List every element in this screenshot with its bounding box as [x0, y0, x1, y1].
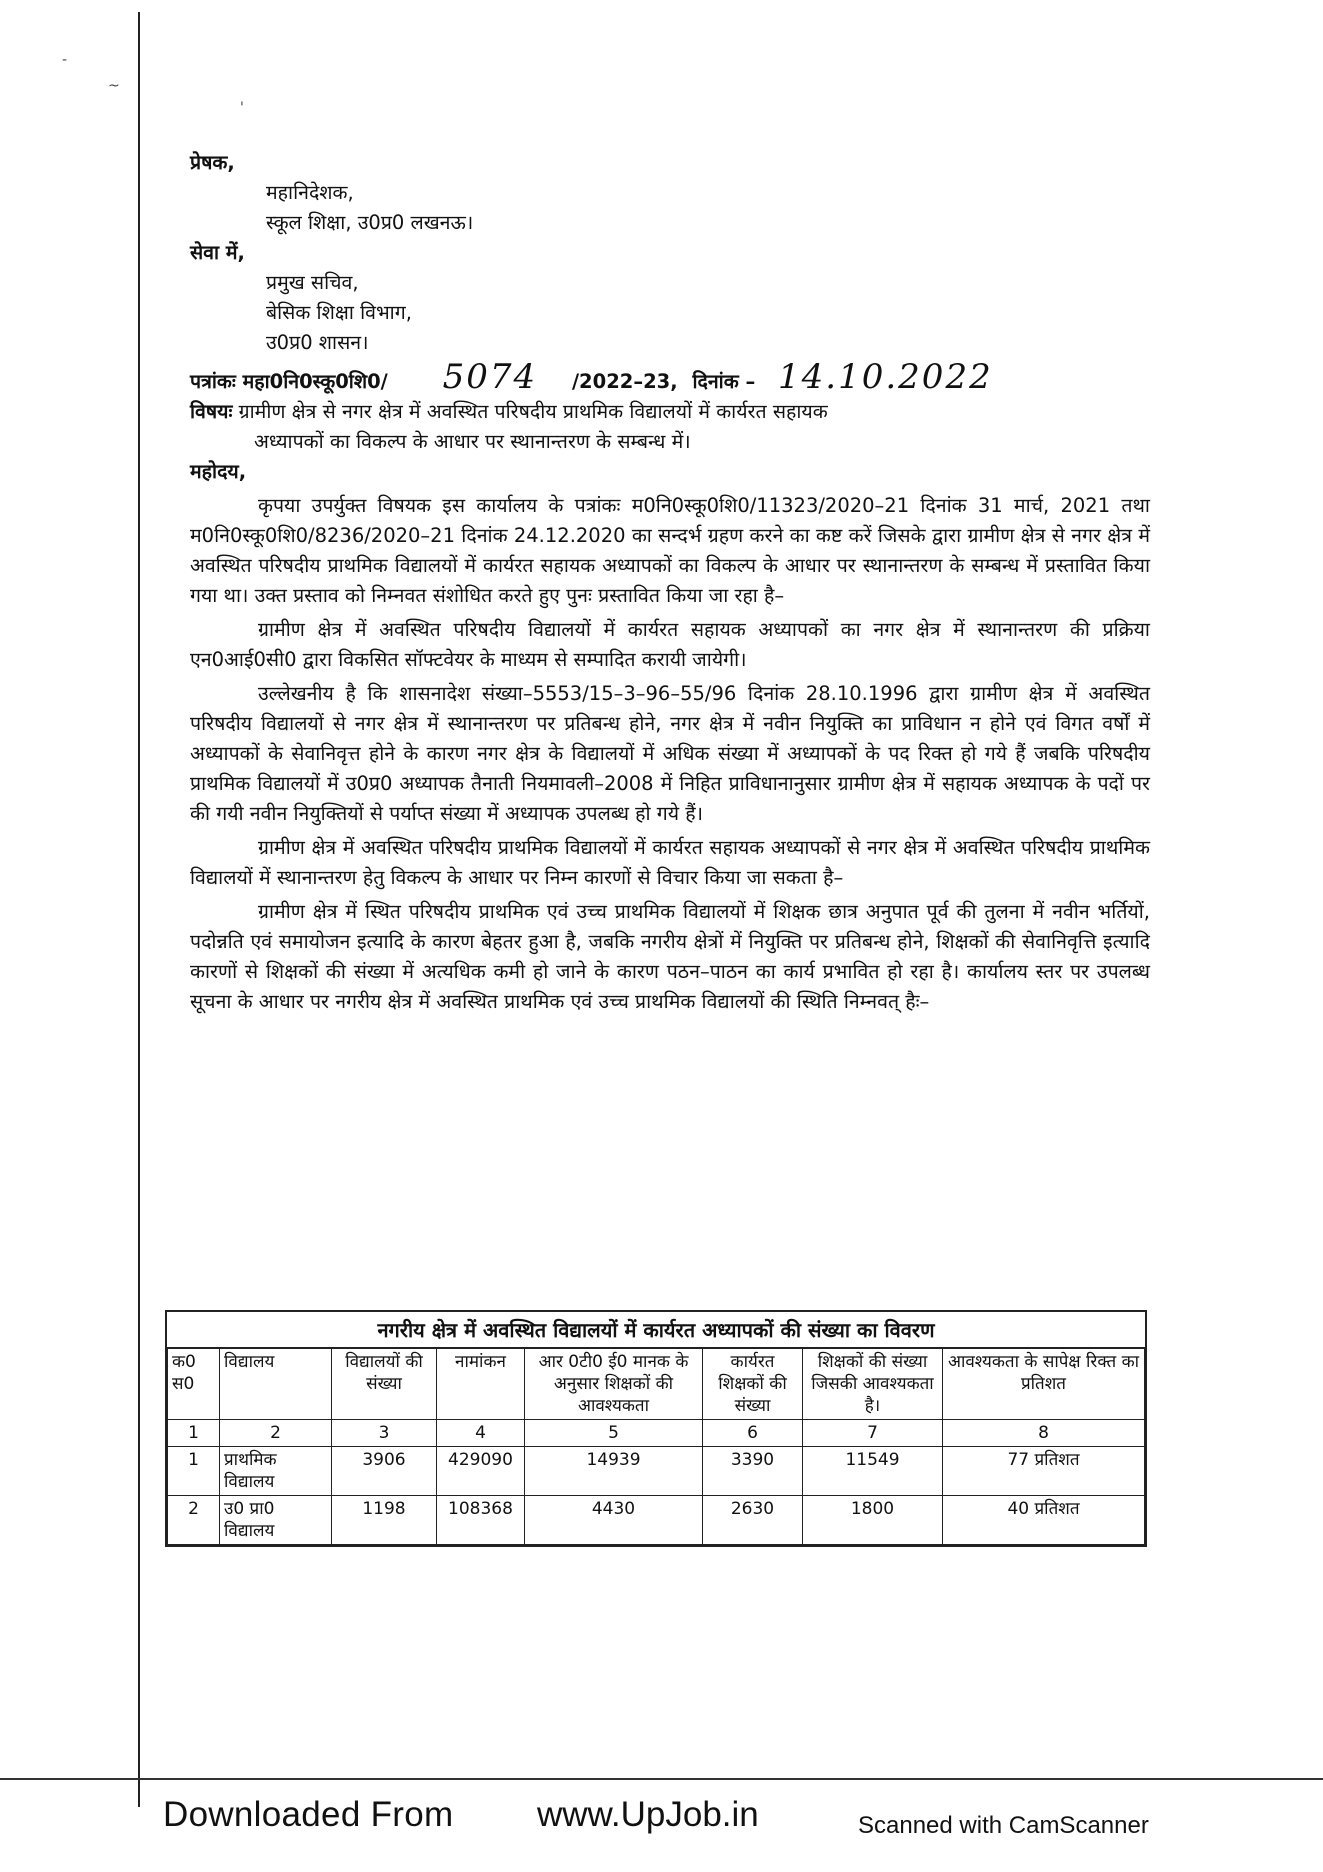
recipient-label: सेवा में, — [190, 241, 245, 264]
margin-line — [138, 12, 140, 1807]
table-title: नगरीय क्षेत्र में अवस्थित विद्यालयों में कार्यरत अध्यापकों की संख्या का विवरण — [167, 1312, 1145, 1348]
footer-scanner-text: Scanned with CamScanner — [858, 1812, 1149, 1839]
table-header-cell: विद्यालय — [220, 1349, 332, 1420]
table-cell: 2630 — [703, 1496, 803, 1545]
table-cell: 1800 — [803, 1496, 943, 1545]
table-header-row — [168, 1349, 1145, 1420]
footer-url-link[interactable]: www.UpJob.in — [537, 1795, 759, 1834]
data-table — [167, 1348, 1145, 1545]
scan-mark: - — [62, 52, 68, 68]
recipient-department: बेसिक शिक्षा विभाग, — [266, 301, 412, 324]
scan-mark: ' — [240, 100, 244, 116]
table-column-number-row — [168, 1420, 1145, 1447]
subject-line1: ग्रामीण क्षेत्र से नगर क्षेत्र में अवस्थित परिषदीय प्राथमिक विद्यालयों में कार्यरत सहायक — [238, 400, 828, 423]
recipient-office: उ0प्र0 शासन। — [266, 331, 369, 354]
table-cell: 429090 — [437, 1447, 525, 1496]
table-cell: 3390 — [703, 1447, 803, 1496]
table-column-number: 3 — [332, 1420, 437, 1447]
paragraph: कृपया उपर्युक्त विषयक इस कार्यालय के पत्रांकः म0नि0स्कू0शि0/11323/2020–21 दिनांक 31 मार्च, 2021 तथा म0नि0स्कू0शि0/8236/2020–21 दिनांक 24.12.2020 का सन्दर्भ ग्रहण करने का कष्ट करें जिसके द्वारा ग्रामीण क्षेत्र से नगर क्षेत्र में अवस्थित परिषदीय प्राथमिक विद्यालयों में कार्यरत सहायक अध्यापकों का विकल्प के आधार पर स्थानान्तरण के सम्बन्ध में प्रस्तावित किया गया था। उक्त प्रस्ताव को निम्नवत संशोधित करते हुए पुनः प्रस्तावित किया जा रहा है– — [190, 494, 1150, 607]
paragraph: ग्रामीण क्षेत्र में अवस्थित परिषदीय प्राथमिक विद्यालयों में कार्यरत सहायक अध्यापकों से नगर क्षेत्र में अवस्थित परिषदीय प्राथमिक विद्यालयों में स्थानान्तरण हेतु विकल्प के आधार पर निम्न कारणों से विचार किया जा सकता है– — [190, 836, 1150, 889]
table-header-cell: क0 स0 — [168, 1349, 220, 1420]
table-column-number: 2 — [220, 1420, 332, 1447]
table-header-cell: आवश्यकता के सापेक्ष रिक्त का प्रतिशत — [943, 1349, 1145, 1420]
table-cell: 14939 — [525, 1447, 703, 1496]
sender-label: प्रेषक, — [190, 151, 235, 174]
table-cell: 1 — [168, 1447, 220, 1496]
subject — [190, 397, 1150, 457]
reference-year: /2022–23, — [571, 370, 678, 393]
table-cell: 2 — [168, 1496, 220, 1545]
table-row — [168, 1496, 1145, 1545]
table-header-cell: कार्यरत शिक्षकों की संख्या — [703, 1349, 803, 1420]
table-column-number: 5 — [525, 1420, 703, 1447]
table-cell: 1198 — [332, 1496, 437, 1545]
paragraph: ग्रामीण क्षेत्र में स्थित परिषदीय प्राथमिक एवं उच्च प्राथमिक विद्यालयों में शिक्षक छात्र अनुपात पूर्व की तुलना में नवीन भर्तियों, पदोन्नति एवं समायोजन इत्यादि के कारण बेहतर हुआ है, जबकि नगरीय क्षेत्रों में नियुक्ति पर प्रतिबन्ध होने, शिक्षकों की सेवानिवृत्ति इत्यादि कारणों से शिक्षकों की संख्या में अत्यधिक कमी हो जाने के कारण पठन–पाठन का कार्य प्रभावित हो रहा है। कार्यालय स्तर पर उपलब्ध सूचना के आधार पर नगरीय क्षेत्र में अवस्थित प्राथमिक एवं उच्च प्राथमिक विद्यालयों की स्थिति निम्नवत् हैः– — [190, 900, 1150, 1013]
recipient-designation: प्रमुख सचिव, — [266, 271, 359, 294]
sender-designation: महानिदेशक, — [266, 181, 354, 204]
paragraph: ग्रामीण क्षेत्र में अवस्थित परिषदीय विद्यालयों में कार्यरत सहायक अध्यापकों का नगर क्षेत्र में स्थानान्तरण की प्रक्रिया एन0आई0सी0 द्वारा विकसित सॉफ्टवेयर के माध्यम से सम्पादित करायी जायेगी। — [190, 618, 1150, 671]
table-cell: 40 प्रतिशत — [943, 1496, 1145, 1545]
reference-date-handwritten: 14.10.2022 — [778, 357, 993, 397]
salutation: महोदय, — [190, 460, 247, 483]
scan-mark: ~ — [108, 78, 120, 94]
table-column-number: 6 — [703, 1420, 803, 1447]
table-header-cell: आर 0टी0 ई0 मानक के अनुसार शिक्षकों की आवश्यकता — [525, 1349, 703, 1420]
table-cell: 77 प्रतिशत — [943, 1447, 1145, 1496]
sender-office: स्कूल शिक्षा, उ0प्र0 लखनऊ। — [266, 211, 474, 234]
table-header-cell: विद्यालयों की संख्या — [332, 1349, 437, 1420]
table-cell: प्राथमिक विद्यालय — [220, 1447, 332, 1496]
table-cell: उ0 प्रा0 विद्यालय — [220, 1496, 332, 1545]
table-cell: 11549 — [803, 1447, 943, 1496]
reference-date-label: दिनांक – — [692, 370, 756, 393]
reference-line — [190, 357, 1150, 397]
table-column-number: 4 — [437, 1420, 525, 1447]
footer-divider — [0, 1778, 1323, 1780]
table-row — [168, 1447, 1145, 1496]
teachers-table — [165, 1310, 1147, 1547]
table-cell: 3906 — [332, 1447, 437, 1496]
reference-number-handwritten: 5074 — [442, 357, 538, 397]
letter-body — [190, 148, 1150, 1017]
table-column-number: 8 — [943, 1420, 1145, 1447]
table-cell: 108368 — [437, 1496, 525, 1545]
subject-line2: अध्यापकों का विकल्प के आधार पर स्थानान्तरण के सम्बन्ध में। — [254, 430, 691, 453]
table-header-cell: नामांकन — [437, 1349, 525, 1420]
table-cell: 4430 — [525, 1496, 703, 1545]
table-header-cell: शिक्षकों की संख्या जिसकी आवश्यकता है। — [803, 1349, 943, 1420]
reference-label: पत्रांकः महा0नि0स्कू0शि0/ — [190, 370, 388, 393]
paragraph: उल्लेखनीय है कि शासनादेश संख्या–5553/15–3–96–55/96 दिनांक 28.10.1996 द्वारा ग्रामीण क्षेत्र में अवस्थित परिषदीय विद्यालयों से नगर क्षेत्र में स्थानान्तरण पर प्रतिबन्ध होने, नगर क्षेत्र में नवीन नियुक्ति का प्राविधान न होने एवं विगत वर्षों में अध्यापकों के सेवानिवृत्त होने के कारण नगर क्षेत्र के विद्यालयों में अधिक संख्या में अध्यापकों के पद रिक्त हो गये हैं जबकि परिषदीय प्राथमिक विद्यालयों में उ0प्र0 अध्यापक तैनाती नियमावली–2008 में निहित प्राविधानानुसार ग्रामीण क्षेत्र में सहायक अध्यापक के पदों पर की गयी नवीन नियुक्तियों से पर्याप्त संख्या में अध्यापक उपलब्ध हो गये हैं। — [190, 682, 1150, 825]
table-column-number: 7 — [803, 1420, 943, 1447]
subject-label: विषयः — [190, 400, 233, 423]
footer-downloaded-text: Downloaded From — [163, 1795, 454, 1834]
table-column-number: 1 — [168, 1420, 220, 1447]
